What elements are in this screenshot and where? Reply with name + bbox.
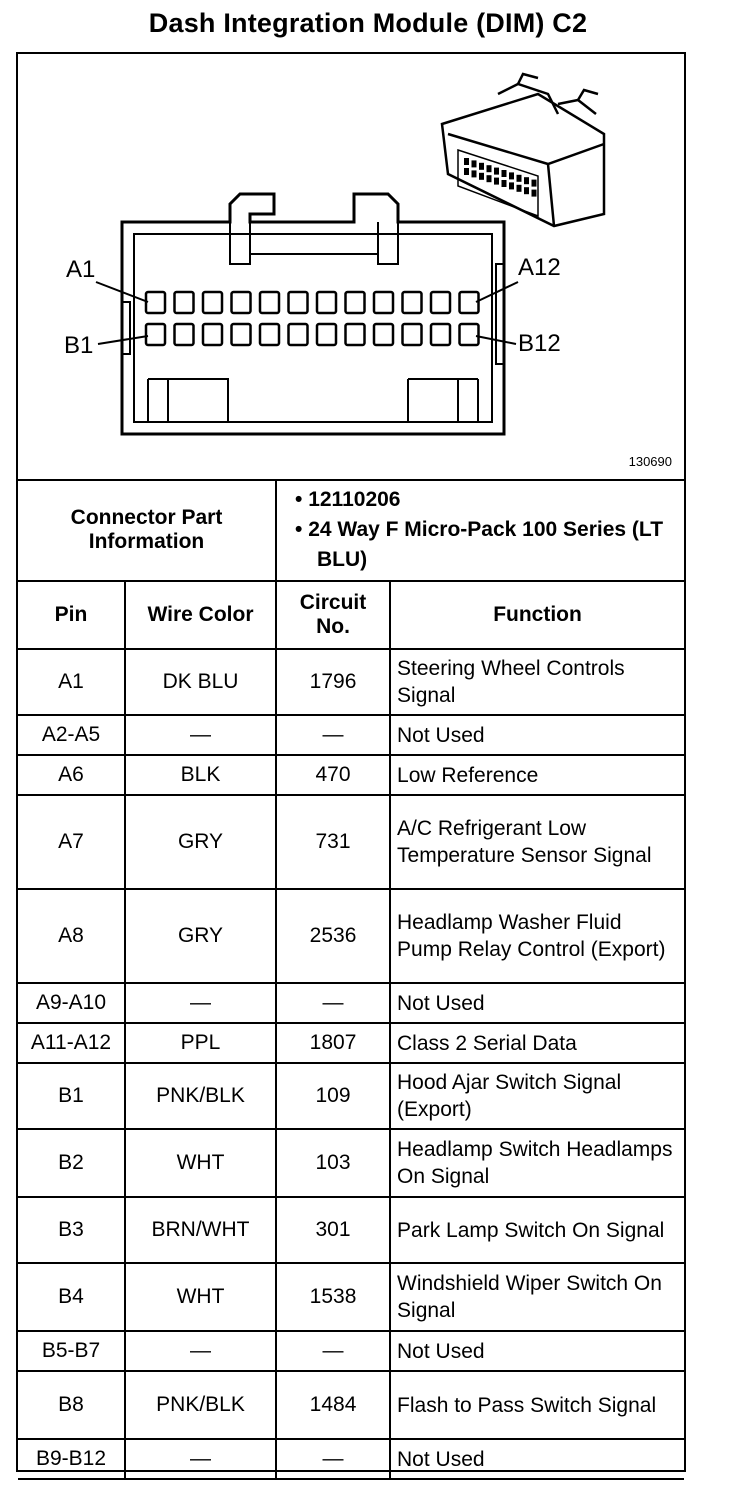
pin-cell: B1 bbox=[18, 1063, 125, 1129]
pin-cavity-a4 bbox=[232, 292, 251, 313]
circuit-no-cell: — bbox=[276, 715, 390, 755]
header-circuit-no: Circuit No. bbox=[276, 581, 390, 649]
table-row bbox=[18, 1023, 684, 1063]
pin-cell: A6 bbox=[18, 755, 125, 795]
wire-color-cell: WHT bbox=[125, 1263, 276, 1331]
pin-cavity-b10 bbox=[403, 324, 422, 345]
wire-color-cell: — bbox=[125, 1439, 276, 1479]
table-row bbox=[18, 755, 684, 795]
function-cell: Flash to Pass Switch Signal bbox=[390, 1371, 684, 1439]
pin-cell: B4 bbox=[18, 1263, 125, 1331]
pin-cavity-a8 bbox=[346, 292, 365, 313]
function-cell: Not Used bbox=[390, 715, 684, 755]
wire-color-cell: PNK/BLK bbox=[125, 1371, 276, 1439]
table-row bbox=[18, 1129, 684, 1197]
wire-color-cell: — bbox=[125, 983, 276, 1023]
pin-cavity-a11 bbox=[431, 292, 450, 313]
connector-face-drawing bbox=[18, 54, 684, 479]
table-row bbox=[18, 1371, 684, 1439]
sketch-pin bbox=[479, 163, 484, 170]
pin-cavity-b6 bbox=[289, 324, 308, 345]
circuit-no-cell: 103 bbox=[276, 1129, 390, 1197]
pin-cell: B8 bbox=[18, 1371, 125, 1439]
table-row bbox=[18, 889, 684, 983]
sketch-pin bbox=[532, 180, 537, 187]
sketch-pin bbox=[464, 168, 469, 175]
pin-cavity-b5 bbox=[260, 324, 279, 345]
table-row bbox=[18, 795, 684, 889]
sketch-pin bbox=[509, 182, 514, 189]
sketch-pin bbox=[524, 177, 529, 184]
sketch-pin bbox=[479, 173, 484, 180]
figure-number: 130690 bbox=[628, 454, 672, 469]
table-row bbox=[18, 1063, 684, 1129]
wire-color-cell: GRY bbox=[125, 889, 276, 983]
pin-cell: A1 bbox=[18, 649, 125, 715]
wire-color-cell: BLK bbox=[125, 755, 276, 795]
function-cell: Not Used bbox=[390, 983, 684, 1023]
pin-cavity-a10 bbox=[403, 292, 422, 313]
header-function: Function bbox=[390, 581, 684, 649]
pin-cell: A7 bbox=[18, 795, 125, 889]
pin-cavity-a2 bbox=[175, 292, 194, 313]
pin-cell: A2-A5 bbox=[18, 715, 125, 755]
function-cell: A/C Refrigerant Low Temperature Sensor Signal bbox=[390, 795, 684, 889]
circuit-no-cell: 109 bbox=[276, 1063, 390, 1129]
pin-cavity-a5 bbox=[260, 292, 279, 313]
sketch-pin bbox=[472, 160, 477, 167]
circuit-no-cell: 470 bbox=[276, 755, 390, 795]
circuit-no-cell: — bbox=[276, 1331, 390, 1371]
sketch-pin bbox=[502, 180, 507, 187]
function-cell: Steering Wheel Controls Signal bbox=[390, 649, 684, 715]
pin-cavity-b12 bbox=[460, 324, 479, 345]
sketch-pin bbox=[524, 187, 529, 194]
circuit-no-cell: 301 bbox=[276, 1197, 390, 1263]
function-cell: Windshield Wiper Switch On Signal bbox=[390, 1263, 684, 1331]
sketch-pin bbox=[532, 190, 537, 197]
sketch-pin bbox=[464, 158, 469, 165]
pin-label-a1: A1 bbox=[66, 256, 96, 283]
pin-cavity-b2 bbox=[175, 324, 194, 345]
function-cell: Not Used bbox=[390, 1331, 684, 1371]
sketch-pin bbox=[487, 175, 492, 182]
table-row bbox=[18, 715, 684, 755]
circuit-no-cell: 1796 bbox=[276, 649, 390, 715]
sketch-pin bbox=[517, 185, 522, 192]
header-pin: Pin bbox=[18, 581, 125, 649]
pin-cavity-a1 bbox=[146, 292, 165, 313]
pin-label-b12: B12 bbox=[518, 330, 561, 357]
pin-cell: B5-B7 bbox=[18, 1331, 125, 1371]
table-row bbox=[18, 1197, 684, 1263]
function-cell: Not Used bbox=[390, 1439, 684, 1479]
page-title: Dash Integration Module (DIM) C2 bbox=[148, 8, 588, 38]
wire-color-cell: PNK/BLK bbox=[125, 1063, 276, 1129]
pin-cavity-a12 bbox=[460, 292, 479, 313]
pin-cell: B3 bbox=[18, 1197, 125, 1263]
connector-info-row bbox=[18, 479, 684, 581]
circuit-no-cell: 2536 bbox=[276, 889, 390, 983]
pin-cell: B2 bbox=[18, 1129, 125, 1197]
table-row bbox=[18, 649, 684, 715]
function-cell: Low Reference bbox=[390, 755, 684, 795]
sketch-pin bbox=[494, 178, 499, 185]
function-cell: Headlamp Switch Headlamps On Signal bbox=[390, 1129, 684, 1197]
function-cell: Headlamp Washer Fluid Pump Relay Control (Export) bbox=[390, 889, 684, 983]
circuit-no-cell: 731 bbox=[276, 795, 390, 889]
table-row bbox=[18, 1331, 684, 1371]
pin-cavity-b11 bbox=[431, 324, 450, 345]
sketch-pin bbox=[494, 168, 499, 175]
header-wire-color: Wire Color bbox=[125, 581, 276, 649]
connector-part-number: • 12110206 bbox=[295, 487, 401, 511]
function-cell: Class 2 Serial Data bbox=[390, 1023, 684, 1063]
wire-color-cell: BRN/WHT bbox=[125, 1197, 276, 1263]
pin-cell: B9-B12 bbox=[18, 1439, 125, 1479]
connector-sheet bbox=[16, 52, 686, 1472]
pin-cavity-b4 bbox=[232, 324, 251, 345]
pin-cavity-a7 bbox=[317, 292, 336, 313]
pin-cavity-b9 bbox=[374, 324, 393, 345]
sketch-pin bbox=[487, 165, 492, 172]
wire-color-cell: PPL bbox=[125, 1023, 276, 1063]
function-cell: Hood Ajar Switch Signal (Export) bbox=[390, 1063, 684, 1129]
pin-cell: A9-A10 bbox=[18, 983, 125, 1023]
sketch-pin bbox=[517, 175, 522, 182]
pin-cavity-b7 bbox=[317, 324, 336, 345]
pinout-table bbox=[18, 479, 684, 1480]
wire-color-cell: GRY bbox=[125, 795, 276, 889]
wire-color-cell: WHT bbox=[125, 1129, 276, 1197]
wire-color-cell: — bbox=[125, 715, 276, 755]
connector-diagram bbox=[18, 54, 684, 481]
pin-cell: A11-A12 bbox=[18, 1023, 125, 1063]
sketch-pin bbox=[509, 172, 514, 179]
table-row bbox=[18, 983, 684, 1023]
table-row bbox=[18, 1263, 684, 1331]
wire-color-cell: DK BLU bbox=[125, 649, 276, 715]
sketch-pin bbox=[472, 170, 477, 177]
circuit-no-cell: — bbox=[276, 1439, 390, 1479]
pin-cavity-b8 bbox=[346, 324, 365, 345]
circuit-no-cell: 1538 bbox=[276, 1263, 390, 1331]
pin-cell: A8 bbox=[18, 889, 125, 983]
sketch-pin bbox=[502, 170, 507, 177]
connector-info-label: Connector Part Information bbox=[18, 479, 276, 581]
wire-color-cell: — bbox=[125, 1331, 276, 1371]
table-row bbox=[18, 1439, 684, 1479]
connector-info-list bbox=[276, 479, 684, 581]
pin-label-b1: B1 bbox=[64, 332, 94, 359]
pin-label-a12: A12 bbox=[518, 254, 561, 281]
pin-cavity-a9 bbox=[374, 292, 393, 313]
circuit-no-cell: 1484 bbox=[276, 1371, 390, 1439]
pin-cavity-a6 bbox=[289, 292, 308, 313]
circuit-no-cell: 1807 bbox=[276, 1023, 390, 1063]
connector-description: • 24 Way F Micro-Pack 100 Series (LT BLU) bbox=[295, 517, 664, 571]
pin-cavity-b3 bbox=[203, 324, 222, 345]
function-cell: Park Lamp Switch On Signal bbox=[390, 1197, 684, 1263]
pin-cavity-a3 bbox=[203, 292, 222, 313]
circuit-no-cell: — bbox=[276, 983, 390, 1023]
pin-cavity-b1 bbox=[146, 324, 165, 345]
header-row bbox=[18, 581, 684, 649]
